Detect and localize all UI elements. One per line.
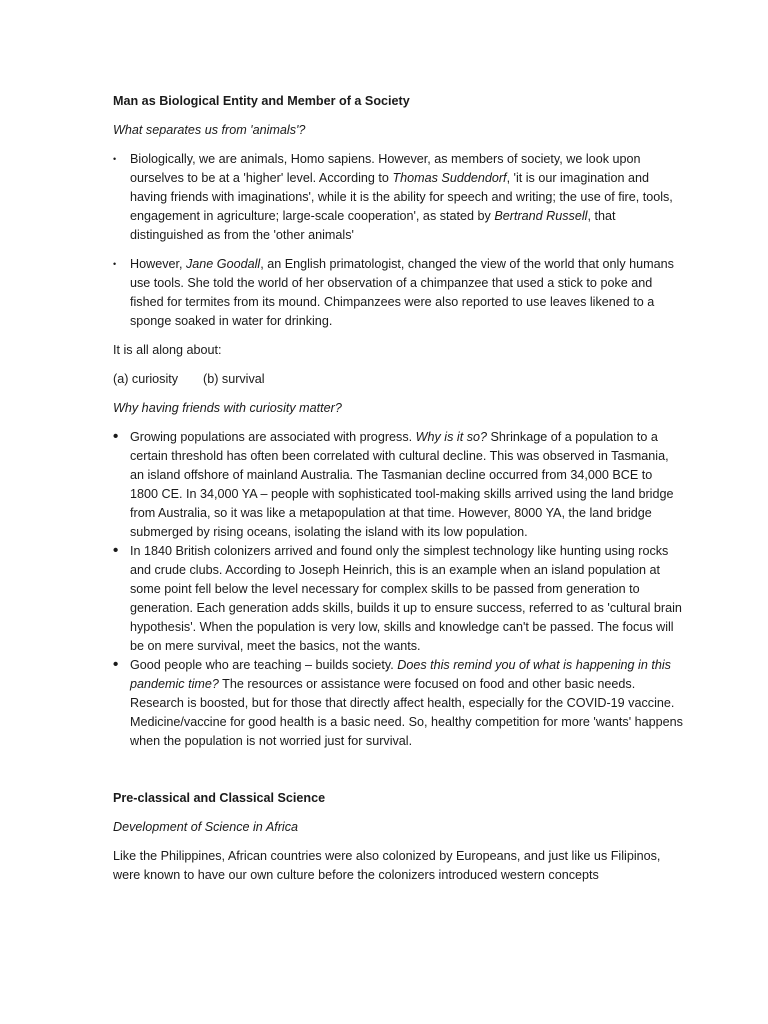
paragraph: It is all along about: (113, 343, 222, 357)
section-heading: Pre-classical and Classical Science (113, 791, 326, 805)
text-run: The resources or assistance were focused on food and other basic needs. Research is boosted, but for those that directly affect health, especially for the COVID-19 vaccine. Medicine/vaccine for good health is a basic need. So, healthy competition for more 'wants' happens when the population is not worried just for survival. (130, 677, 683, 748)
list-item (113, 150, 683, 245)
text-run: However, (130, 257, 186, 271)
text-run: Biologically, we are animals, Homo sapiens. However, as members of society, we look upon ourselves to be at a 'higher' level. According to (130, 152, 641, 185)
author-name: Jane Goodall (186, 257, 261, 271)
text-run: Good people who are teaching – builds society. (130, 658, 398, 672)
list-item (113, 428, 683, 542)
author-name: Thomas Suddendorf (392, 171, 507, 185)
author-name: Bertrand Russell (494, 209, 588, 223)
text-run: Growing populations are associated with progress. (130, 430, 416, 444)
bullet-list (113, 150, 683, 331)
bullet-list (113, 428, 683, 751)
paragraph: Like the Philippines, African countries were also colonized by Europeans, and just like us Filipinos, were known to have our own culture before the colonizers introduced western concepts (113, 849, 661, 882)
document-body (113, 92, 683, 895)
choice-b: (b) survival (203, 372, 265, 386)
italic-question: Why is it so? (415, 430, 488, 444)
list-item (113, 542, 683, 656)
text-run: In 1840 British colonizers arrived and found only the simplest technology like hunting using rocks and crude clubs. According to Joseph Heinrich, this is an example when an island population at some point fell below the level necessary for complex skills to be passed from generation to generation. Each generation adds skills, builds it up to ensure success, referred to as 'cultural brain hypothesis'. When the population is very low, skills and knowledge can't be passed. The focus will be on mere survival, meet the basics, not the wants. (130, 544, 682, 653)
section-subtitle: Development of Science in Africa (113, 820, 299, 834)
text-run: , 'it is our imagination and having friends with imaginations', while it is the ability for speech and writing; the use of fire, tools, engagement in agriculture; large-scale cooperation', as stated by (130, 171, 673, 223)
text-run: , that distinguished as from the 'other animals' (130, 209, 616, 242)
section-question: Why having friends with curiosity matter? (113, 401, 342, 415)
list-item (113, 656, 683, 751)
choice-a: (a) curiosity (113, 372, 179, 386)
text-run: , an English primatologist, changed the view of the world that only humans use tools. She told the world of her observation of a chimpanzee that used a stick to poke and fished for termites from its mound. Chimpanzees were also reported to use leaves likened to a sponge soaked in water for drinking. (130, 257, 674, 328)
text-run: Shrinkage of a population to a certain threshold has often been correlated with cultural decline. This was observed in Tasmania, an island offshore of mainland Australia. The Tasmanian decline occurred from 34,000 BCE to 1800 CE. In 34,000 YA – people with sophisticated tool-making skills arrived using the land bridge from Australia, so it was like a metapopulation at that time. However, 8000 YA, the land bridge submerged by rising oceans, isolating the island with its low population. (130, 430, 674, 539)
spacer (113, 751, 683, 789)
list-item (113, 255, 683, 331)
italic-question: Does this remind you of what is happening in this pandemic time? (130, 658, 671, 691)
choices-line (113, 370, 683, 389)
section-heading: Man as Biological Entity and Member of a Society (113, 94, 410, 108)
section-question: What separates us from 'animals'? (113, 123, 306, 137)
